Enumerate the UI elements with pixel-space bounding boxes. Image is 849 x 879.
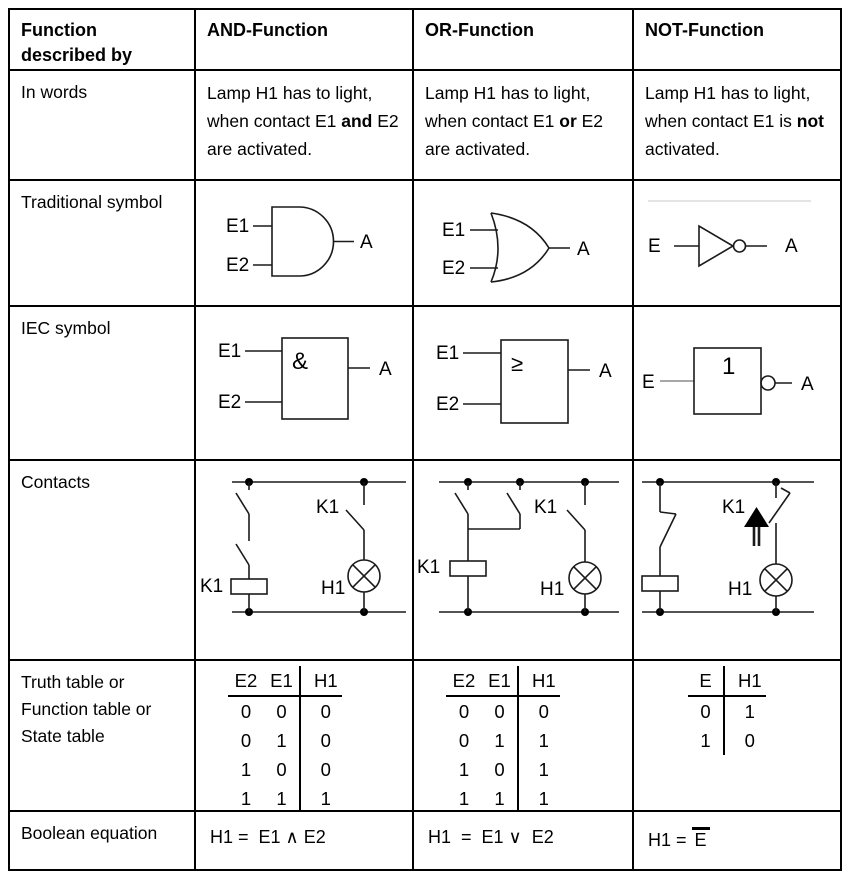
in-words-and: Lamp H1 has to light, when contact E1 and E2 are activated.	[196, 71, 414, 181]
output-label: A	[577, 239, 590, 260]
truth-table-cell: 0	[300, 755, 342, 784]
truth-table-not	[688, 666, 766, 755]
truth-table-cell: H1	[300, 666, 342, 696]
no-contact-icon	[567, 510, 585, 530]
negated-variable: E	[692, 827, 710, 850]
gate-symbol: 1	[722, 353, 736, 380]
truth-table-cell: 1	[300, 784, 342, 812]
truth-table-cell: 1	[494, 730, 505, 751]
or-gate-diagram	[414, 181, 632, 305]
header-function-described-by: Function described by	[10, 10, 196, 71]
boolean-equation-not-cell	[634, 812, 840, 869]
gate-symbol: ≥	[511, 351, 524, 376]
input-label: E2	[226, 255, 250, 276]
inverter-bubble-icon	[734, 240, 746, 252]
truth-table-or-cell	[414, 661, 634, 812]
contacts-and-diagram	[196, 461, 412, 659]
truth-table-cell: 1	[458, 759, 470, 780]
truth-table-cell: 0	[458, 701, 470, 722]
lamp-label: H1	[540, 579, 565, 600]
coil-label: K1	[417, 557, 441, 578]
no-contact-icon	[455, 493, 468, 514]
iec-or-cell	[414, 307, 634, 461]
truth-table-cell: 0	[494, 759, 505, 780]
truth-table-cell: E2	[446, 666, 482, 696]
truth-table-cell: 1	[700, 730, 711, 751]
no-contact-icon	[236, 544, 249, 565]
truth-table-cell: E1	[264, 666, 300, 696]
input-label: E1	[442, 220, 466, 241]
traditional-not-cell	[634, 181, 840, 307]
iec-not-diagram	[634, 307, 838, 459]
iec-and-cell	[196, 307, 414, 461]
boolean-equation-and: H1 = E1 ∧ E2	[210, 827, 326, 847]
header-or-function: OR-Function	[414, 10, 634, 71]
truth-table-cell: 0	[700, 701, 711, 722]
actuation-arrow-icon	[744, 507, 769, 546]
truth-table-or	[446, 666, 560, 812]
boolean-equation-or-cell	[414, 812, 634, 869]
truth-table-cell: 0	[494, 701, 505, 722]
truth-table-cell: E2	[228, 666, 264, 696]
input-label: E1	[218, 341, 242, 362]
input-label: E1	[226, 216, 250, 237]
boolean-equation-or: H1 = E1 ∨ E2	[428, 827, 554, 847]
iec-not-cell	[634, 307, 840, 461]
contacts-and-cell	[196, 461, 414, 661]
input-label: E2	[436, 394, 460, 415]
and-gate-icon	[272, 207, 334, 276]
relay-coil-icon	[450, 561, 486, 576]
truth-table-cell: 0	[518, 696, 560, 726]
truth-table-cell: 1	[240, 759, 252, 780]
and-gate-diagram	[196, 181, 412, 305]
row-label-traditional-symbol: Traditional symbol	[10, 181, 196, 307]
contact-label: K1	[316, 497, 340, 518]
output-label: A	[785, 236, 798, 257]
lamp-label: H1	[321, 578, 346, 599]
input-label: E	[648, 236, 661, 257]
truth-table-cell: H1	[724, 666, 766, 696]
truth-table-cell: 1	[276, 788, 287, 809]
or-gate-icon	[491, 213, 498, 282]
contact-label: K1	[722, 497, 746, 518]
iec-or-diagram	[414, 307, 632, 459]
coil-label: K1	[200, 576, 224, 597]
truth-table-and	[228, 666, 342, 812]
gate-symbol: &	[292, 348, 309, 375]
contacts-not-diagram	[634, 461, 838, 659]
not-gate-diagram	[634, 181, 838, 305]
output-label: A	[379, 359, 392, 380]
in-words-or: Lamp H1 has to light, when contact E1 or E2 are activated.	[414, 71, 634, 181]
row-label-in-words: In words	[10, 71, 196, 181]
traditional-and-cell	[196, 181, 414, 307]
inverter-bubble-icon	[761, 376, 775, 390]
truth-table-cell: 1	[276, 730, 287, 751]
truth-table-cell: 0	[458, 730, 470, 751]
truth-table-not-cell	[634, 661, 840, 812]
input-label: E2	[442, 258, 466, 279]
truth-table-cell: 0	[240, 701, 252, 722]
lamp-label: H1	[728, 579, 753, 600]
no-contact-icon	[346, 510, 364, 530]
row-label-boolean-equation: Boolean equation	[10, 812, 196, 869]
not-gate-icon	[699, 226, 733, 266]
contacts-or-diagram	[414, 461, 632, 659]
relay-coil-icon	[642, 576, 678, 591]
no-contact-icon	[507, 493, 520, 514]
truth-table-cell: 0	[724, 726, 766, 755]
iec-and-diagram	[196, 307, 412, 459]
truth-table-cell: 1	[518, 726, 560, 755]
input-label: E	[642, 372, 655, 393]
truth-table-cell: E	[688, 666, 724, 696]
contacts-or-cell	[414, 461, 634, 661]
truth-table-cell: 1	[518, 755, 560, 784]
truth-table-cell: 0	[300, 726, 342, 755]
no-contact-icon	[236, 493, 249, 514]
truth-table-cell: 0	[276, 701, 287, 722]
truth-table-cell: 1	[724, 696, 766, 726]
truth-table-cell: 1	[494, 788, 505, 809]
truth-table-cell: 1	[458, 788, 470, 809]
row-label-contacts: Contacts	[10, 461, 196, 661]
truth-table-cell: E1	[482, 666, 518, 696]
contact-label: K1	[534, 497, 558, 518]
truth-table-cell: 1	[240, 788, 252, 809]
in-words-not: Lamp H1 has to light, when contact E1 is not activated.	[634, 71, 840, 181]
input-label: E2	[218, 392, 242, 413]
boolean-equation-not: H1 = E	[634, 812, 840, 851]
truth-table-cell: 1	[518, 784, 560, 812]
truth-table-cell: 0	[240, 730, 252, 751]
nc-contact-icon	[769, 493, 790, 523]
truth-table-cell: 0	[276, 759, 287, 780]
row-label-truth-table: Truth table or Function table or State table	[10, 661, 196, 812]
relay-coil-icon	[231, 579, 267, 594]
boolean-equation-and-cell	[196, 812, 414, 869]
output-label: A	[360, 232, 373, 253]
output-label: A	[599, 361, 612, 382]
logic-functions-table	[8, 8, 842, 871]
truth-table-cell: H1	[518, 666, 560, 696]
input-label: E1	[436, 343, 460, 364]
traditional-or-cell	[414, 181, 634, 307]
row-label-iec-symbol: IEC symbol	[10, 307, 196, 461]
header-and-function: AND-Function	[196, 10, 414, 71]
output-label: A	[801, 374, 814, 395]
no-contact-icon	[660, 514, 676, 547]
contacts-not-cell	[634, 461, 840, 661]
header-not-function: NOT-Function	[634, 10, 840, 71]
truth-table-and-cell	[196, 661, 414, 812]
truth-table-cell: 0	[300, 696, 342, 726]
